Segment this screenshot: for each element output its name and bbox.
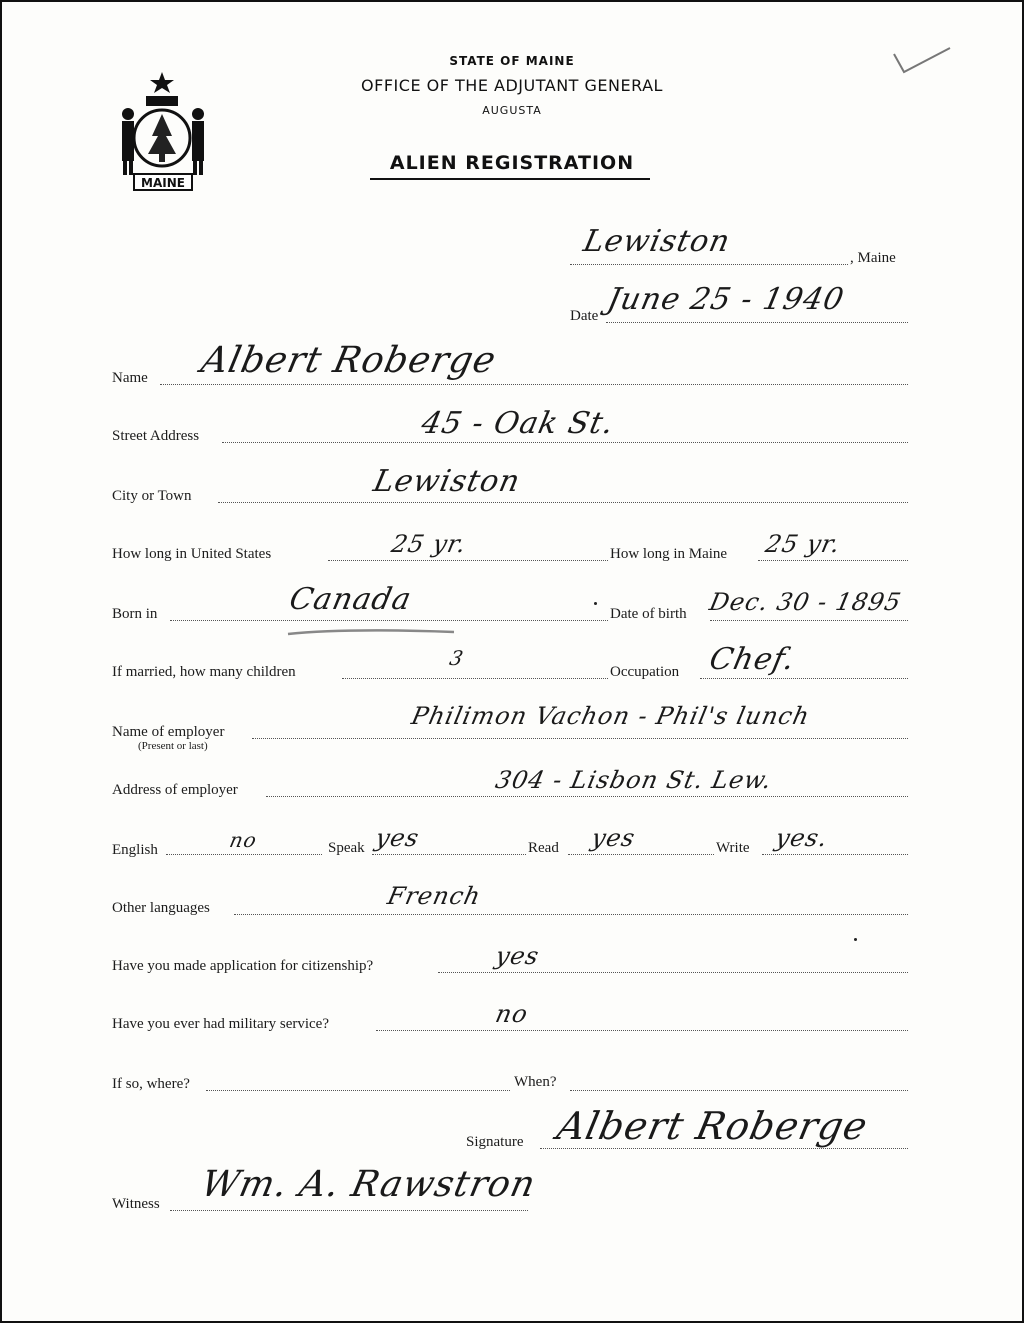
speak-label: Speak xyxy=(328,840,365,856)
other-languages-line xyxy=(234,914,908,915)
other-languages-value: French xyxy=(385,882,484,910)
citizenship-label: Have you made application for citizenship? xyxy=(112,958,374,974)
check-mark-icon xyxy=(890,42,960,82)
place-line xyxy=(570,264,848,265)
other-languages-label: Other languages xyxy=(112,900,210,916)
header-state: STATE OF MAINE xyxy=(449,54,575,68)
street-label: Street Address xyxy=(112,428,200,444)
seal-text: MAINE xyxy=(141,176,185,190)
signature-label: Signature xyxy=(466,1134,524,1150)
date-label: Date xyxy=(570,308,599,324)
occupation-label: Occupation xyxy=(610,664,680,680)
dob-value: Dec. 30 - 1895 xyxy=(707,588,905,616)
dob-label: Date of birth xyxy=(610,606,687,622)
english-value: no xyxy=(227,828,260,852)
born-label: Born in xyxy=(112,606,158,622)
children-label: If married, how many children xyxy=(112,664,296,680)
us-time-line xyxy=(328,560,608,561)
title-underline xyxy=(370,178,650,180)
employer-address-label: Address of employer xyxy=(112,782,238,798)
city-label: City or Town xyxy=(112,488,192,504)
street-value: 45 - Oak St. xyxy=(418,406,618,441)
where-label: If so, where? xyxy=(112,1076,190,1092)
occupation-line xyxy=(700,678,908,679)
military-label: Have you ever had military service? xyxy=(112,1016,329,1032)
maine-time-label: How long in Maine xyxy=(610,546,728,562)
street-line xyxy=(222,442,908,443)
header-city: AUGUSTA xyxy=(482,104,542,117)
form-title: ALIEN REGISTRATION xyxy=(389,152,635,174)
us-time-value: 25 yr. xyxy=(389,530,470,558)
us-time-label: How long in United States xyxy=(112,546,272,562)
employer-value: Philimon Vachon - Phil's lunch xyxy=(409,702,813,730)
read-value: yes xyxy=(589,824,639,852)
place-value: Lewiston xyxy=(580,224,734,259)
witness-label: Witness xyxy=(112,1196,160,1212)
speak-value: yes xyxy=(373,824,423,852)
born-line xyxy=(170,620,608,621)
write-line xyxy=(762,854,908,855)
maine-state-seal-icon xyxy=(112,66,222,196)
city-value: Lewiston xyxy=(370,464,524,499)
witness-line xyxy=(170,1210,528,1211)
ink-speck-2 xyxy=(854,938,857,941)
read-line xyxy=(568,854,714,855)
military-value: no xyxy=(493,1000,531,1028)
date-value: June 25 - 1940 xyxy=(604,282,848,317)
english-label: English xyxy=(112,842,158,858)
name-value: Albert Roberge xyxy=(197,340,501,381)
military-line xyxy=(376,1030,908,1031)
date-line xyxy=(606,322,908,323)
citizenship-line xyxy=(438,972,908,973)
occupation-value: Chef. xyxy=(706,642,799,677)
dob-line xyxy=(710,620,908,621)
children-line xyxy=(342,678,608,679)
read-label: Read xyxy=(528,840,559,856)
signature-value: Albert Roberge xyxy=(553,1104,872,1148)
employer-line xyxy=(252,738,908,739)
when-label: When? xyxy=(514,1074,557,1090)
ink-speck xyxy=(594,602,597,605)
witness-value: Wm. A. Rawstron xyxy=(197,1164,540,1205)
children-value: 3 xyxy=(447,646,467,670)
underline-stroke-icon xyxy=(286,626,456,638)
name-label: Name xyxy=(112,370,148,386)
employer-address-line xyxy=(266,796,908,797)
when-line xyxy=(570,1090,908,1091)
signature-line xyxy=(540,1148,908,1149)
write-label: Write xyxy=(716,840,750,856)
english-line xyxy=(166,854,322,855)
maine-time-line xyxy=(758,560,908,561)
born-value: Canada xyxy=(286,582,415,617)
city-line xyxy=(218,502,908,503)
header-office: OFFICE OF THE ADJUTANT GENERAL xyxy=(361,76,663,95)
name-line xyxy=(160,384,908,385)
employer-address-value: 304 - Lisbon St. Lew. xyxy=(493,766,775,794)
employer-label: Name of employer xyxy=(112,724,225,740)
maine-time-value: 25 yr. xyxy=(763,530,844,558)
employer-sublabel: (Present or last) xyxy=(138,740,208,752)
citizenship-value: yes xyxy=(493,942,543,970)
where-line xyxy=(206,1090,510,1091)
write-value: yes. xyxy=(773,824,831,852)
speak-line xyxy=(372,854,526,855)
place-suffix: , Maine xyxy=(850,250,896,266)
